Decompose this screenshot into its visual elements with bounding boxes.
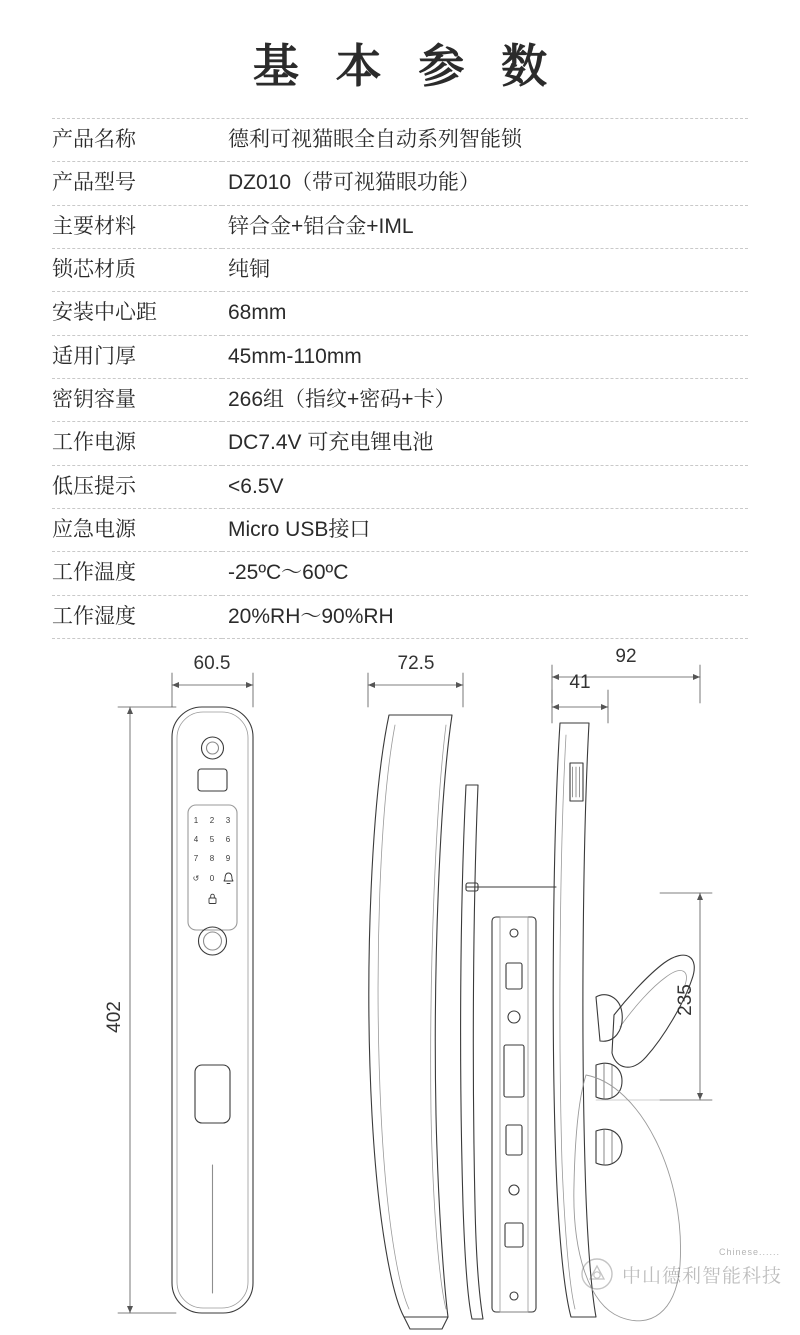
logo-svg <box>580 1257 614 1291</box>
spec-value: 20%RH～90%RH <box>228 604 394 628</box>
dim-text-side-width: 72.5 <box>397 653 435 675</box>
spec-key: 密钥容量 <box>52 388 136 412</box>
dim-front-height <box>118 707 176 1313</box>
front-handle-plate <box>195 1065 230 1123</box>
mortise-spindle-hole <box>508 1011 520 1023</box>
mortise-screw-top <box>510 929 518 937</box>
spec-key: 安装中心距 <box>52 301 157 325</box>
spec-value: DC7.4V 可充电锂电池 <box>228 431 434 455</box>
watermark <box>580 1257 782 1291</box>
spec-key: 工作温度 <box>52 561 136 585</box>
mortise-lower-hole <box>505 1223 523 1247</box>
table-row <box>52 162 748 205</box>
back-cover-inner <box>560 735 575 1309</box>
spec-key: 产品名称 <box>52 128 136 151</box>
peephole-camera-icon <box>202 737 224 759</box>
svg-text:5: 5 <box>209 835 215 845</box>
spec-key: 主要材料 <box>52 214 136 238</box>
keypad-digits <box>193 816 231 883</box>
spec-value: -25ºC～60ºC <box>228 561 349 585</box>
fingerprint-inner <box>204 932 222 950</box>
handle-hub <box>596 995 622 1041</box>
dim-text-front-height: 402 <box>104 1001 125 1033</box>
fingerprint-reader <box>199 927 227 955</box>
side-view-inner-line <box>378 725 409 1309</box>
spec-key: 锁芯材质 <box>52 258 136 282</box>
technical-drawing <box>0 645 800 1335</box>
spec-value: 266组（指纹+密码+卡） <box>228 388 456 412</box>
table-row <box>52 509 748 552</box>
mortise-lock-body <box>492 917 536 1312</box>
dim-side-width <box>368 673 463 707</box>
table-row <box>52 595 748 638</box>
table-row <box>52 249 748 292</box>
svg-text:8: 8 <box>209 854 215 864</box>
dim-text-front-width: 60.5 <box>193 653 231 675</box>
dim-handle-depth <box>552 690 608 723</box>
lock-icon <box>209 894 216 903</box>
side-view-inner-line-2 <box>431 725 446 1309</box>
battery-knob <box>596 1129 622 1165</box>
card-reader-area <box>198 769 227 791</box>
spec-value: 纯铜 <box>228 258 270 282</box>
knob-ribs <box>604 1063 612 1099</box>
table-row <box>52 422 748 465</box>
svg-text:6: 6 <box>225 835 231 845</box>
svg-text:2: 2 <box>209 816 215 826</box>
svg-text:3: 3 <box>225 816 231 826</box>
table-row <box>52 552 748 595</box>
side-view-body <box>369 715 452 1317</box>
table-row <box>52 379 748 422</box>
mortise-aux-hole <box>506 1125 522 1155</box>
spec-key: 工作电源 <box>52 431 136 455</box>
dim-text-back-height: 235 <box>675 984 696 1016</box>
svg-text:9: 9 <box>225 854 231 864</box>
spec-value: <6.5V <box>228 474 284 498</box>
grill-lines <box>573 767 580 797</box>
dim-text-handle-depth: 41 <box>569 672 591 694</box>
thumb-turn-knob <box>596 1063 622 1099</box>
spec-key: 工作湿度 <box>52 604 136 628</box>
spec-key: 应急电源 <box>52 518 136 542</box>
mortise-cylinder-hole <box>509 1185 519 1195</box>
spec-key: 适用门厚 <box>52 344 136 368</box>
spec-key: 产品型号 <box>52 171 136 195</box>
svg-text:4: 4 <box>193 835 199 845</box>
dim-front-width <box>172 673 253 707</box>
svg-text:1: 1 <box>193 816 199 826</box>
spec-value: 德利可视猫眼全自动系列智能锁 <box>228 128 522 151</box>
svg-text:7: 7 <box>193 854 199 864</box>
watermark-sub: Chinese...... <box>718 1247 780 1257</box>
battery-knob-ribs <box>604 1129 612 1165</box>
spec-value: 45mm-110mm <box>228 344 362 368</box>
spec-value: 68mm <box>228 301 287 325</box>
peephole-lens-icon <box>207 742 219 754</box>
bell-icon <box>224 873 233 884</box>
spec-value: 锌合金+铝合金+IML <box>228 214 414 238</box>
table-row <box>52 119 748 162</box>
company-logo-icon <box>580 1257 614 1291</box>
spec-value: DZ010（带可视猫眼功能） <box>228 171 481 195</box>
table-row <box>52 292 748 335</box>
mortise-latch-hole <box>506 963 522 989</box>
spec-table <box>52 119 748 639</box>
drawing-svg <box>0 645 800 1335</box>
side-view-bottom-cap <box>404 1317 448 1329</box>
mortise-screw-bottom <box>510 1292 518 1300</box>
speaker-grill <box>570 763 583 801</box>
page-title: 基 本 参 数 <box>252 40 560 92</box>
dim-text-back-width: 92 <box>615 646 637 668</box>
table-row <box>52 465 748 508</box>
mortise-faceplate <box>500 917 528 1312</box>
table-row <box>52 205 748 248</box>
svg-text:0: 0 <box>209 874 215 884</box>
spec-table-body <box>52 119 748 639</box>
side-view-rear-strip <box>461 785 483 1319</box>
svg-text:↺: ↺ <box>192 874 200 884</box>
watermark-text: 中山德利智能科技 <box>621 1265 782 1287</box>
spec-value: Micro USB接口 <box>228 518 371 542</box>
spec-key: 低压提示 <box>52 474 136 498</box>
table-row <box>52 335 748 378</box>
mortise-deadbolt-hole <box>504 1045 524 1097</box>
